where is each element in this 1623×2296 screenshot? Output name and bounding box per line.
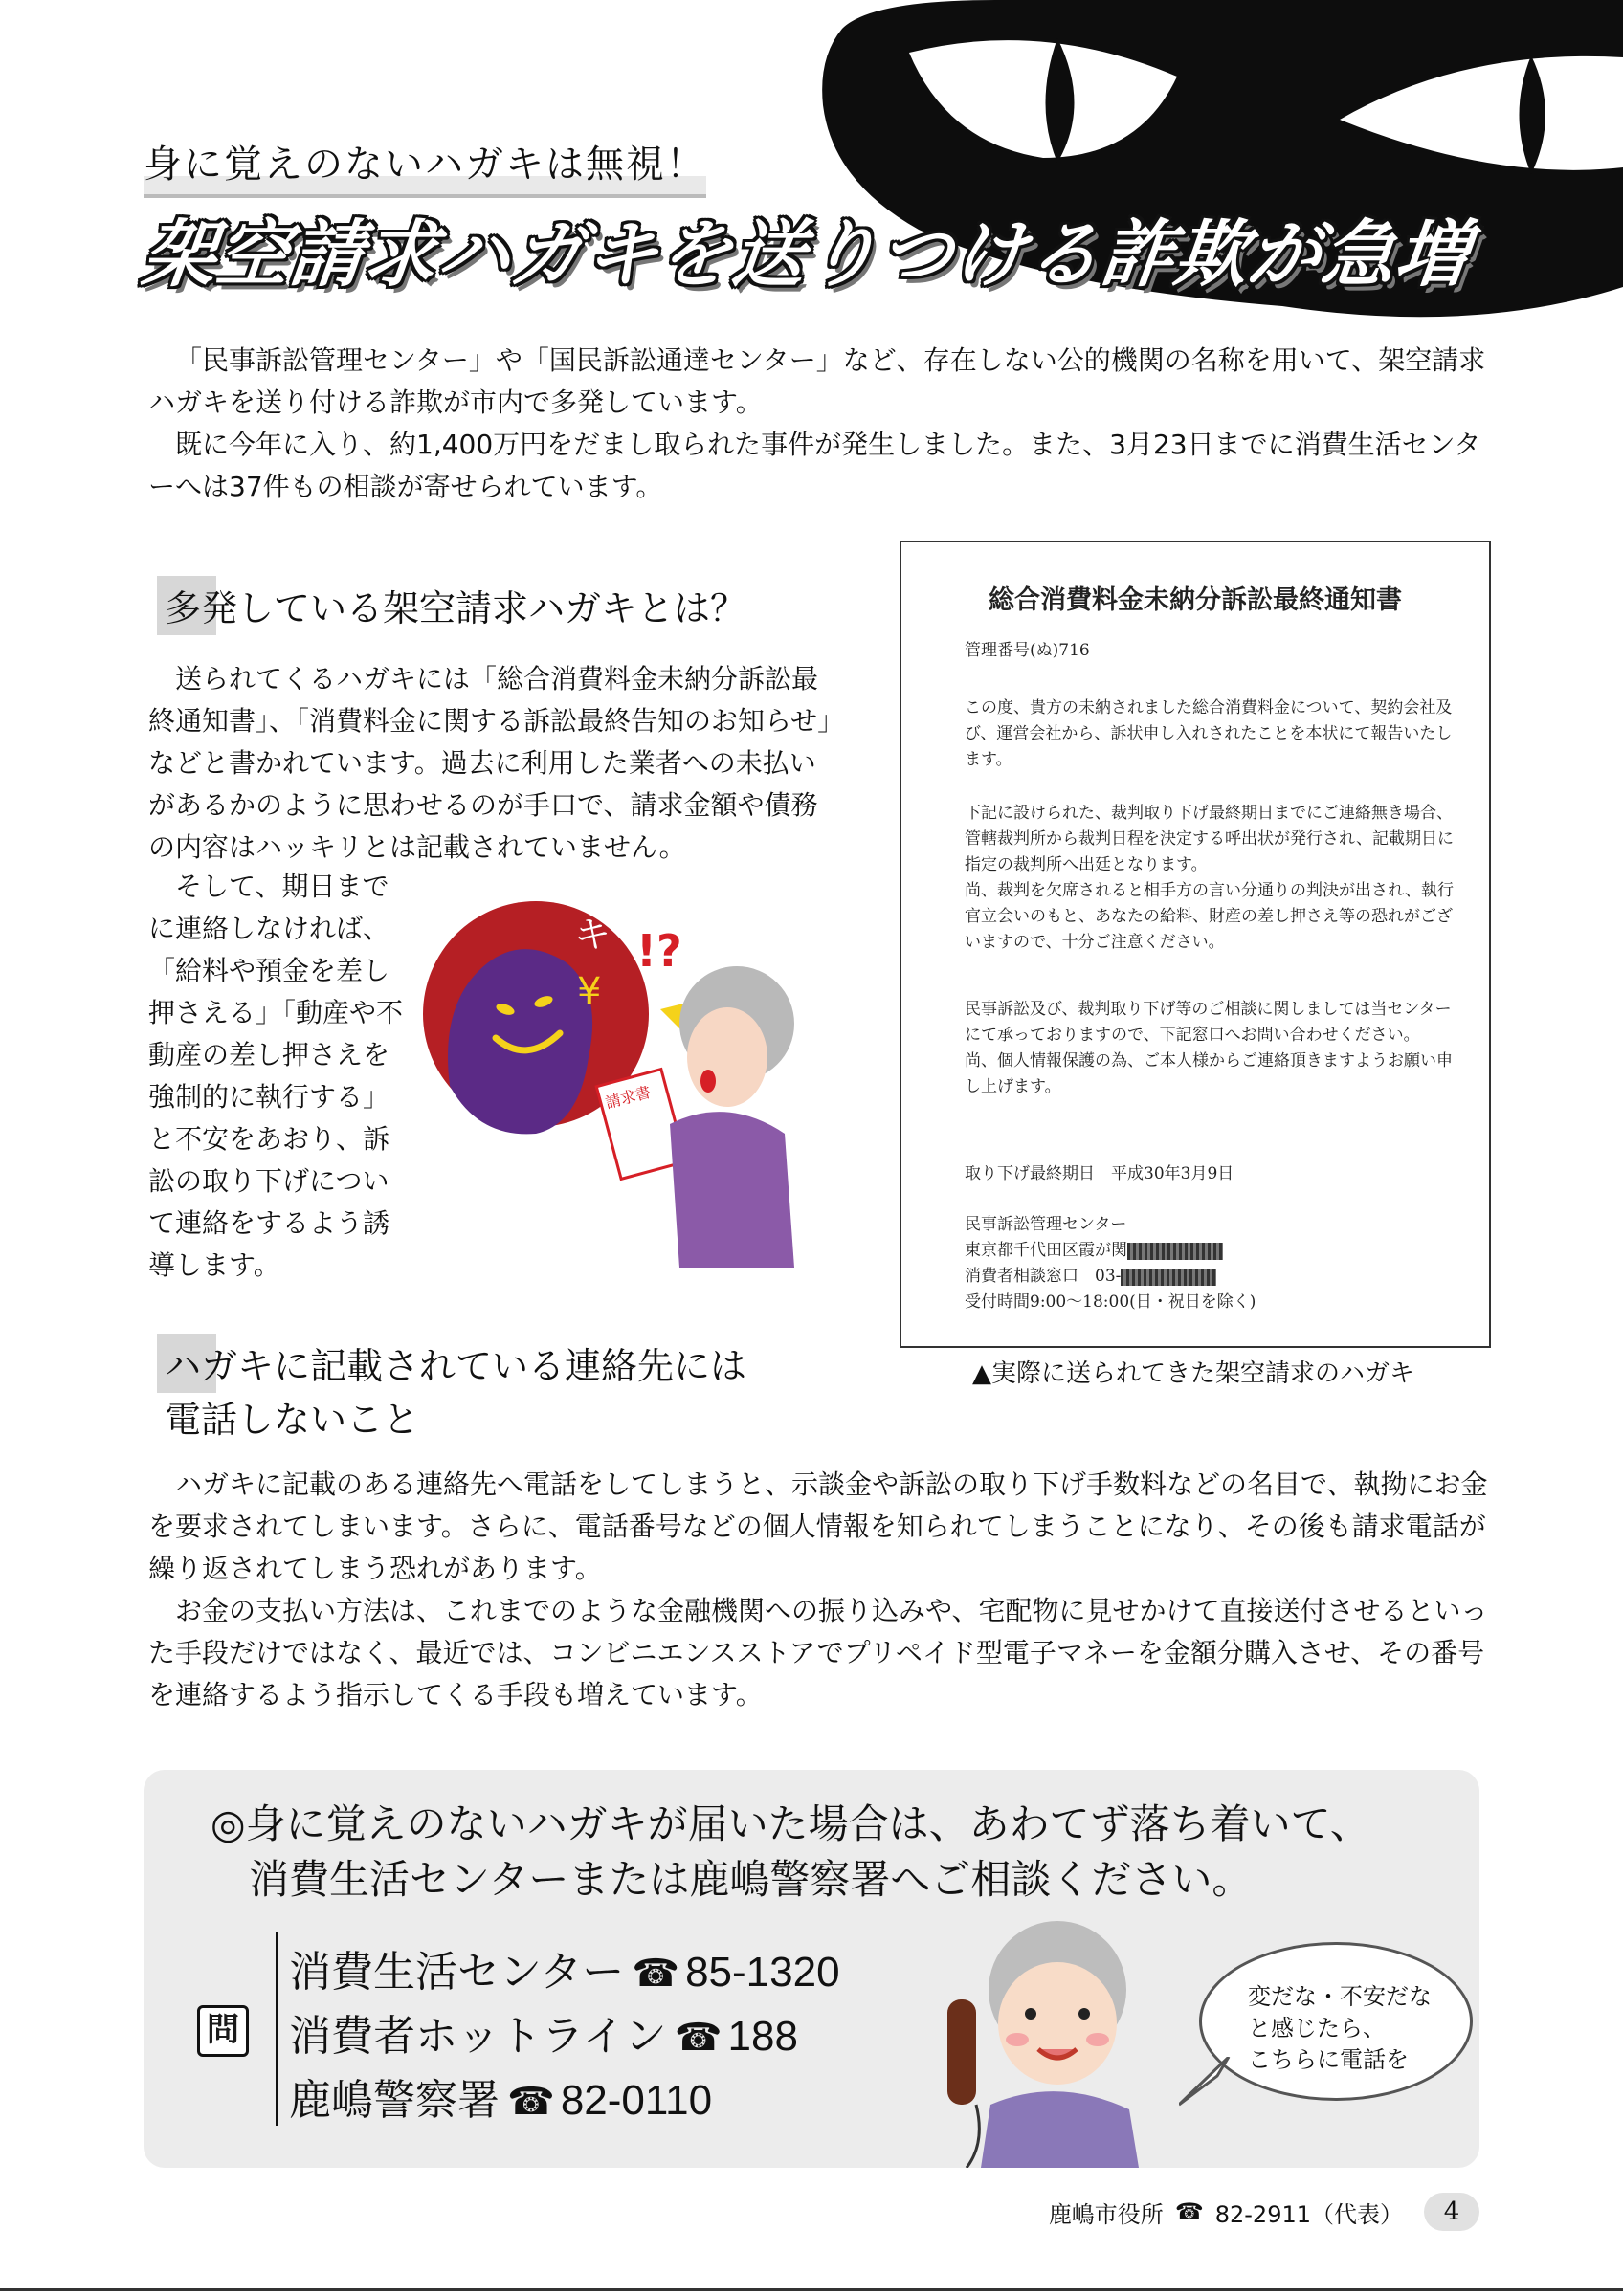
scam-illustration (421, 894, 861, 1268)
intro-paragraph-2: 既に今年に入り、約1,400万円をだまし取られた事件が発生しました。また、3月23日までに消費生活センターへは37件もの相談が寄せられています。 (148, 429, 1481, 502)
bill-label: 請求書 (603, 1082, 653, 1113)
section1-body-2: そして、期日までに連絡しなければ、「給料や預金を差し押さえる」「動産や不動産の差し押さえを強制的に執行する」と不安をあおり、訴訟の取り下げについて連絡をするよう誘導します。 (148, 871, 404, 1281)
phone-icon: ☎ (632, 1952, 680, 1996)
svg-text:キ: キ (574, 914, 611, 956)
phone-icon: ☎ (507, 2080, 555, 2124)
intro-paragraph-1: 「民事訴訟管理センター」や「国民訴訟通達センター」など、存在しない公的機関の名称を用いて、架空請求ハガキを送り付ける詐欺が市内で多発しています。 (148, 344, 1486, 418)
inquiry-icon: 問 (197, 2005, 249, 2057)
postcard-ref: 管理番号(ぬ)716 (965, 641, 1090, 660)
postcard-paragraph-1: この度、貴方の未納されました総合消費料金について、契約会社及び、運営会社から、訴状申し入れされたことを本状にて報告いたします。 (965, 698, 1453, 769)
bottom-rule (0, 2288, 1623, 2291)
bubble-tail (1179, 2057, 1236, 2114)
postcard-sender: 民事訴訟管理センター 東京都千代田区霞が関 消費者相談窓口 03- 受付時間9:00～18:00(日・祝日を除く) (965, 1215, 1256, 1312)
contact-consumer-center: 消費生活センター ☎ 85-1320 (289, 1948, 840, 1997)
exclaim-mark: !? (636, 925, 682, 977)
page-number: 4 (1424, 2193, 1479, 2231)
section1-body: 送られてくるハガキには「総合消費料金未納分訴訟最終通知書」、「消費料金に関する訴訟最終告知のお知らせ」などと書かれています。過去に利用した業者への未払いがあるかのように思わせるのが手口で、請求金額や債務の内容はハッキリとは記載されていません。 (148, 663, 832, 863)
phone-icon: ☎ (1174, 2198, 1204, 2225)
contact-consumer-hotline: 消費者ホットライン ☎ 188 (289, 2012, 798, 2061)
divider (276, 1932, 278, 2126)
contact-callout-box (144, 1770, 1479, 2168)
sample-postcard (900, 541, 1491, 1348)
phone-icon: ☎ (674, 2016, 723, 2060)
footer-phone[interactable]: 82-2911（代表） (1214, 2200, 1403, 2228)
postcard-deadline: 取り下げ最終期日 平成30年3月9日 (965, 1164, 1234, 1183)
contact-police: 鹿嶋警察署 ☎ 82-0110 (289, 2076, 713, 2125)
headline: 架空請求ハガキを送りつける詐欺が急増 (138, 211, 1475, 297)
redacted-block (1121, 1269, 1216, 1286)
footer-office: 鹿嶋市役所 (1048, 2200, 1164, 2228)
section-title-1: 多発している架空請求ハガキとは？ (165, 582, 746, 635)
yen-mark: ¥ (577, 970, 602, 1014)
section-title-2: ハガキに記載されている連絡先には 電話しないこと (165, 1339, 834, 1446)
intro-text (148, 340, 1488, 508)
postcard-paragraph-3: 民事訴訟及び、裁判取り下げ等のご相談に関しましては当センターにて承っておりますので、下記窓口へお問い合わせください。 尚、個人情報保護の為、ご本人様からご連絡頂きますようお願い申し上げます。 (965, 1000, 1453, 1096)
callout-lead: ◎身に覚えのないハガキが届いた場合は、あわてず落ち着いて、 消費生活センターまたは鹿嶋警察署へご相談ください。 (211, 1800, 1370, 1903)
postcard-title: 総合消費料金未納分訴訟最終通知書 (989, 585, 1402, 615)
redacted-block (1127, 1243, 1223, 1260)
page-footer (1049, 2193, 1479, 2231)
speech-bubble: 変だな・不安だな と感じたら、 こちらに電話を (1199, 1942, 1473, 2101)
postcard-caption: ▲実際に送られてきた架空請求のハガキ (972, 1359, 1414, 1388)
kicker-text: 身に覚えのないハガキは無視！ (144, 134, 706, 198)
postcard-paragraph-2: 下記に設けられた、裁判取り下げ最終期日までにご連絡無き場合、管轄裁判所から裁判日程を決定する呼出状が発行され、記載期日に指定の裁判所へ出廷となります。 尚、裁判を欠席されると相手方の言い分通りの判決が出され、執行官立会いのもと、あなたの給料、財産の差し押さえ等の恐れがございますので、十分ご注意ください。 (965, 804, 1455, 952)
section2-body: ハガキに記載のある連絡先へ電話をしてしまうと、示談金や訴訟の取り下げ手数料などの名目で、執拗にお金を要求されてしまいます。さらに、電話番号などの個人情報を知られてしまうことになり、その後も請求電話が繰り返されてしまう恐れがあります。 お金の支払い方法は、これまでのような金融機関への振り込みや、宅配物に見せかけて直接送付させるといった手段だけではなく、最近では、コンビニエンスストアでプリペイド型電子マネーを金額分購入させ、その番号を連絡するよう指示してくる手段も増えています。 (148, 1468, 1488, 1711)
grandma-phone-illustration (923, 1913, 1182, 2168)
